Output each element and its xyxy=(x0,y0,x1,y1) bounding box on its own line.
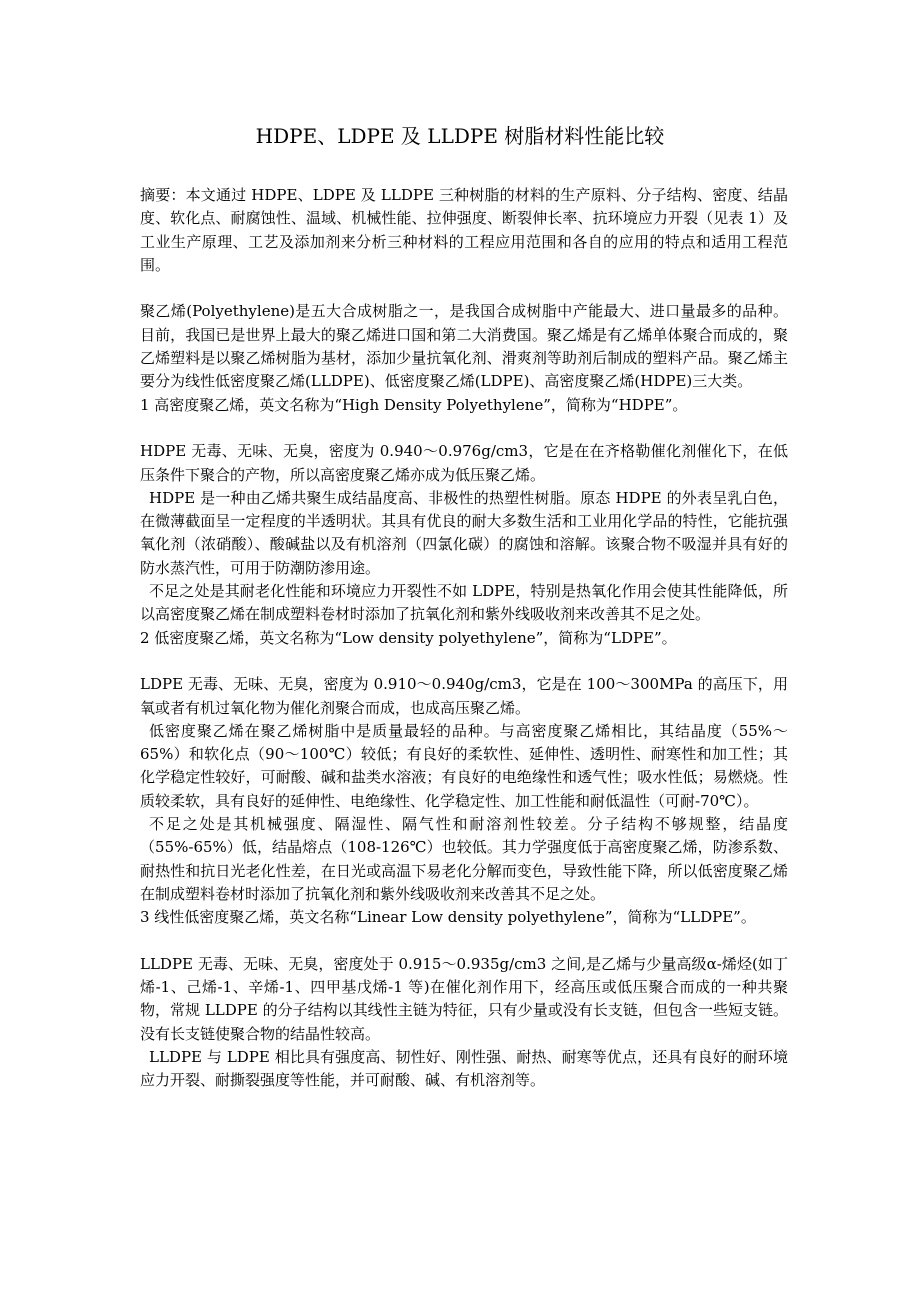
document-body xyxy=(140,184,788,1093)
section-1-paragraph-1: HDPE 无毒、无味、无臭，密度为 0.940～0.976g/cm3，它是在在齐格勒催化剂催化下，在低压条件下聚合的产物，所以高密度聚乙烯亦成为低压聚乙烯。 xyxy=(140,442,788,484)
intro-paragraph: 聚乙烯(Polyethylene)是五大合成树脂之一，是我国合成树脂中产能最大、进口量最多的品种。目前，我国已是世界上最大的聚乙烯进口国和第二大消费国。聚乙烯是有乙烯单体聚合而成的，聚乙烯塑料是以聚乙烯树脂为基材，添加少量抗氧化剂、滑爽剂等助剂后制成的塑料产品。聚乙烯主要分为线性低密度聚乙烯(LLDPE)、低密度聚乙烯(LDPE)、高密度聚乙烯(HDPE)三大类。 xyxy=(140,302,788,391)
section-2-heading: 2 低密度聚乙烯，英文名称为“Low density polyethylene”，简称为“LDPE”。 xyxy=(140,628,677,647)
paragraph-gap xyxy=(140,277,788,300)
abstract-paragraph: 摘要：本文通过 HDPE、LDPE 及 LLDPE 三种树脂的材料的生产原料、分子结构、密度、结晶度、软化点、耐腐蚀性、温域、机械性能、拉伸强度、断裂伸长率、抗环境应力开裂（见表 1）及工业生产原理、工艺及添加剂来分析三种材料的工程应用范围和各自的应用的特点和适用工程范围。 xyxy=(140,186,788,274)
section-2-paragraph-3: 不足之处是其机械强度、隔湿性、隔气性和耐溶剂性较差。分子结构不够规整，结晶度（55%-65%）低，结晶熔点（108-126℃）也较低。其力学强度低于高密度聚乙烯，防渗系数、耐热性和抗日光老化性差，在日光或高温下易老化分解而变色，导致性能下降，所以低密度聚乙烯在制成塑料卷材时添加了抗氧化剂和紫外线吸收剂来改善其不足之处。 xyxy=(140,815,788,903)
section-3-heading: 3 线性低密度聚乙烯，英文名称“Linear Low density polyethylene”，简称为“LLDPE”。 xyxy=(140,908,756,927)
section-1-paragraph-3: 不足之处是其耐老化性能和环境应力开裂性不如 LDPE，特别是热氧化作用会使其性能降低，所以高密度聚乙烯在制成塑料卷材时添加了抗氧化剂和紫外线吸收剂来改善其不足之处。 xyxy=(140,582,788,624)
page-title: HDPE、LDPE 及 LLDPE 树脂材料性能比较 xyxy=(255,124,665,148)
section-2-paragraph-2: 低密度聚乙烯在聚乙烯树脂中是质量最轻的品种。与高密度聚乙烯相比，其结晶度（55%～65%）和软化点（90～100℃）较低；有良好的柔软性、延伸性、透明性、耐寒性和加工性；其化学稳定性较好，可耐酸、碱和盐类水溶液；有良好的电绝缘性和透气性；吸水性低；易燃烧。性质较柔软，具有良好的延伸性、电绝缘性、化学稳定性、加工性能和耐低温性（可耐-70℃）。 xyxy=(140,721,788,810)
section-3-paragraph-1: LLDPE 无毒、无味、无臭，密度处于 0.915～0.935g/cm3 之间,是乙烯与少量高级α-烯烃(如丁烯-1、己烯-1、辛烯-1、四甲基戊烯-1 等)在催化剂作用下，经高压或低压聚合而成的一种共聚物，常规 LLDPE 的分子结构以其线性主链为特征，只有少量或没有长支链，但包含一些短支链。没有长支链使聚合物的结晶性较高。 xyxy=(140,954,788,1043)
section-3-paragraph-2: LLDPE 与 LDPE 相比具有强度高、韧性好、刚性强、耐热、耐寒等优点，还具有良好的耐环境应力开裂、耐撕裂强度等性能，并可耐酸、碱、有机溶剂等。 xyxy=(140,1047,788,1090)
section-1-heading: 1 高密度聚乙烯，英文名称为“High Density Polyethylene”，简称为“HDPE”。 xyxy=(140,395,688,414)
paragraph-gap xyxy=(140,417,788,440)
section-2-paragraph-1: LDPE 无毒、无味、无臭，密度为 0.910～0.940g/cm3，它是在 100～300MPa 的高压下，用氧或者有机过氧化物为催化剂聚合而成，也成高压聚乙烯。 xyxy=(140,675,788,717)
paragraph-gap xyxy=(140,650,788,673)
section-1-paragraph-2: HDPE 是一种由乙烯共聚生成结晶度高、非极性的热塑性树脂。原态 HDPE 的外表呈乳白色，在微薄截面呈一定程度的半透明状。其具有优良的耐大多数生活和工业用化学品的特性，它能抗强氧化剂（浓硝酸）、酸碱盐以及有机溶剂（四氯化碳）的腐蚀和溶解。该聚合物不吸湿并具有好的防水蒸汽性，可用于防潮防渗用途。 xyxy=(140,488,788,577)
paragraph-gap xyxy=(140,930,788,953)
